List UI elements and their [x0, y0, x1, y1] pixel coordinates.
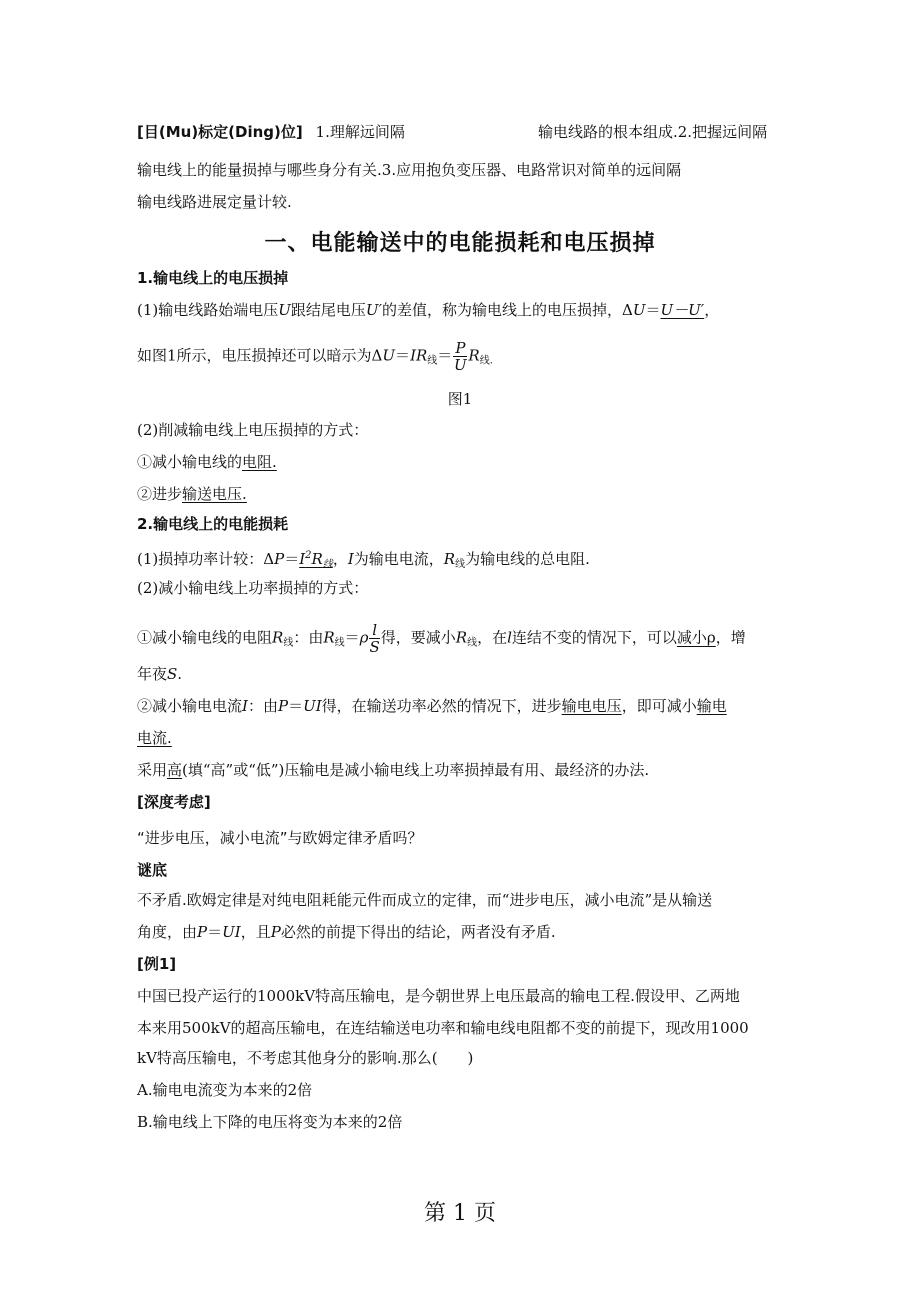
answer-blank: 电阻.	[242, 453, 277, 471]
goals-label: [目(Mu)标定(Ding)位]	[137, 123, 303, 141]
option-a: A.输电电流变为本来的2倍	[137, 1081, 313, 1099]
s2-paragraph-1: (1)损掉功率计较：$\Delta P=I^2R_线$，I为输电电流，$R_线$为输电线的总电阻.	[137, 550, 590, 570]
s2-method-1-cont: 年夜S.	[137, 665, 183, 683]
fraction-l-over-s: $\frac{l}{S}$	[369, 621, 380, 656]
s1-heading: 1.输电线上的电压损掉	[137, 269, 289, 287]
answer-blank: $I^2R_线$	[299, 550, 333, 570]
s1-method-1: ①减小输电线的电阻.	[137, 453, 277, 471]
answer-line-1: 不矛盾.欧姆定律是对纯电阻耗能元件而成立的定律，而“进步电压，减小电流”是从输送	[137, 891, 713, 909]
s2-method-2: ②减小输电电流I：由P＝UI得，在输送功率必然的情况下，进步输电电压，即可减小输电	[137, 697, 727, 715]
answer-blank: 电流.	[137, 729, 172, 747]
page-number: 第 1 页	[424, 1201, 496, 1226]
example-line-1: 中国已投产运行的1000kV特高压输电，是今朝世界上电压最高的输电工程.假设甲、乙两地	[137, 987, 740, 1005]
goals-line-1	[137, 122, 405, 142]
answer-blank: 高	[167, 761, 183, 779]
goals-line-1-right: 输电线路的根本组成.2.把握远间隔	[538, 123, 768, 141]
goals-line-2: 输电线上的能量损掉与哪些身分有关.3.应用抱负变压器、电路常识对简单的远间隔	[137, 161, 682, 179]
example-line-3: kV特高压输电，不考虑其他身分的影响.那么( )	[137, 1049, 474, 1067]
goals-line-3: 输电线路进展定量计较.	[137, 193, 292, 211]
option-b: B.输电线上下降的电压将变为本来的2倍	[137, 1113, 403, 1131]
answer-blank: 输电电压	[561, 697, 622, 715]
example-label: [例1]	[137, 955, 177, 973]
answer-label: 谜底	[137, 861, 168, 879]
s1-paragraph-3: (2)削减输电线上电压损掉的方式：	[137, 421, 369, 439]
think-question: “进步电压，减小电流”与欧姆定律矛盾吗？	[137, 829, 423, 847]
answer-line-2: 角度，由P＝UI，且P必然的前提下得出的结论，两者没有矛盾.	[137, 923, 556, 941]
s2-heading: 2.输电线上的电能损耗	[137, 515, 289, 533]
answer-blank: 输送电压.	[182, 485, 247, 503]
s1-paragraph-2: 如图1所示，电压损掉还可以暗示为$\Delta U=IR_线=$ $\frac{P}{U}$ $R_{线.}$	[137, 339, 493, 374]
s2-method-2-cont	[137, 728, 172, 748]
example-line-2: 本来用500kV的超高压输电，在连结输送电功率和输电线电阻都不变的前提下，现改用1000	[137, 1019, 749, 1037]
answer-blank: 输电	[696, 697, 727, 715]
think-label: [深度考虑]	[137, 793, 211, 811]
s2-method-1: ①减小输电线的电阻$R_线$：由$R_线=\rho$ $\frac{l}{S}$ 得，要减小$R_线$，在l连结不变的情况下，可以减小ρ，增	[137, 621, 746, 656]
answer-blank: 减小ρ	[676, 628, 716, 647]
section-title: 一、电能输送中的电能损耗和电压损掉	[264, 231, 656, 256]
fraction-p-over-u: $\frac{P}{U}$	[454, 339, 467, 374]
s1-method-2: ②进步输送电压.	[137, 485, 247, 503]
answer-blank: U－U′	[660, 301, 705, 319]
s2-paragraph-3: 采用高(填“高”或“低”)压输电是减小输电线上功率损掉最有用、最经济的办法.	[137, 761, 650, 779]
s2-paragraph-2: (2)减小输电线上功率损掉的方式：	[137, 579, 369, 597]
figure-caption: 图1	[447, 390, 473, 408]
goal-1: 1.理解远间隔	[315, 123, 405, 141]
s1-paragraph-1: (1)输电线路始端电压U跟结尾电压U′的差值，称为输电线上的电压损掉，ΔU＝U－U′，	[137, 301, 720, 319]
